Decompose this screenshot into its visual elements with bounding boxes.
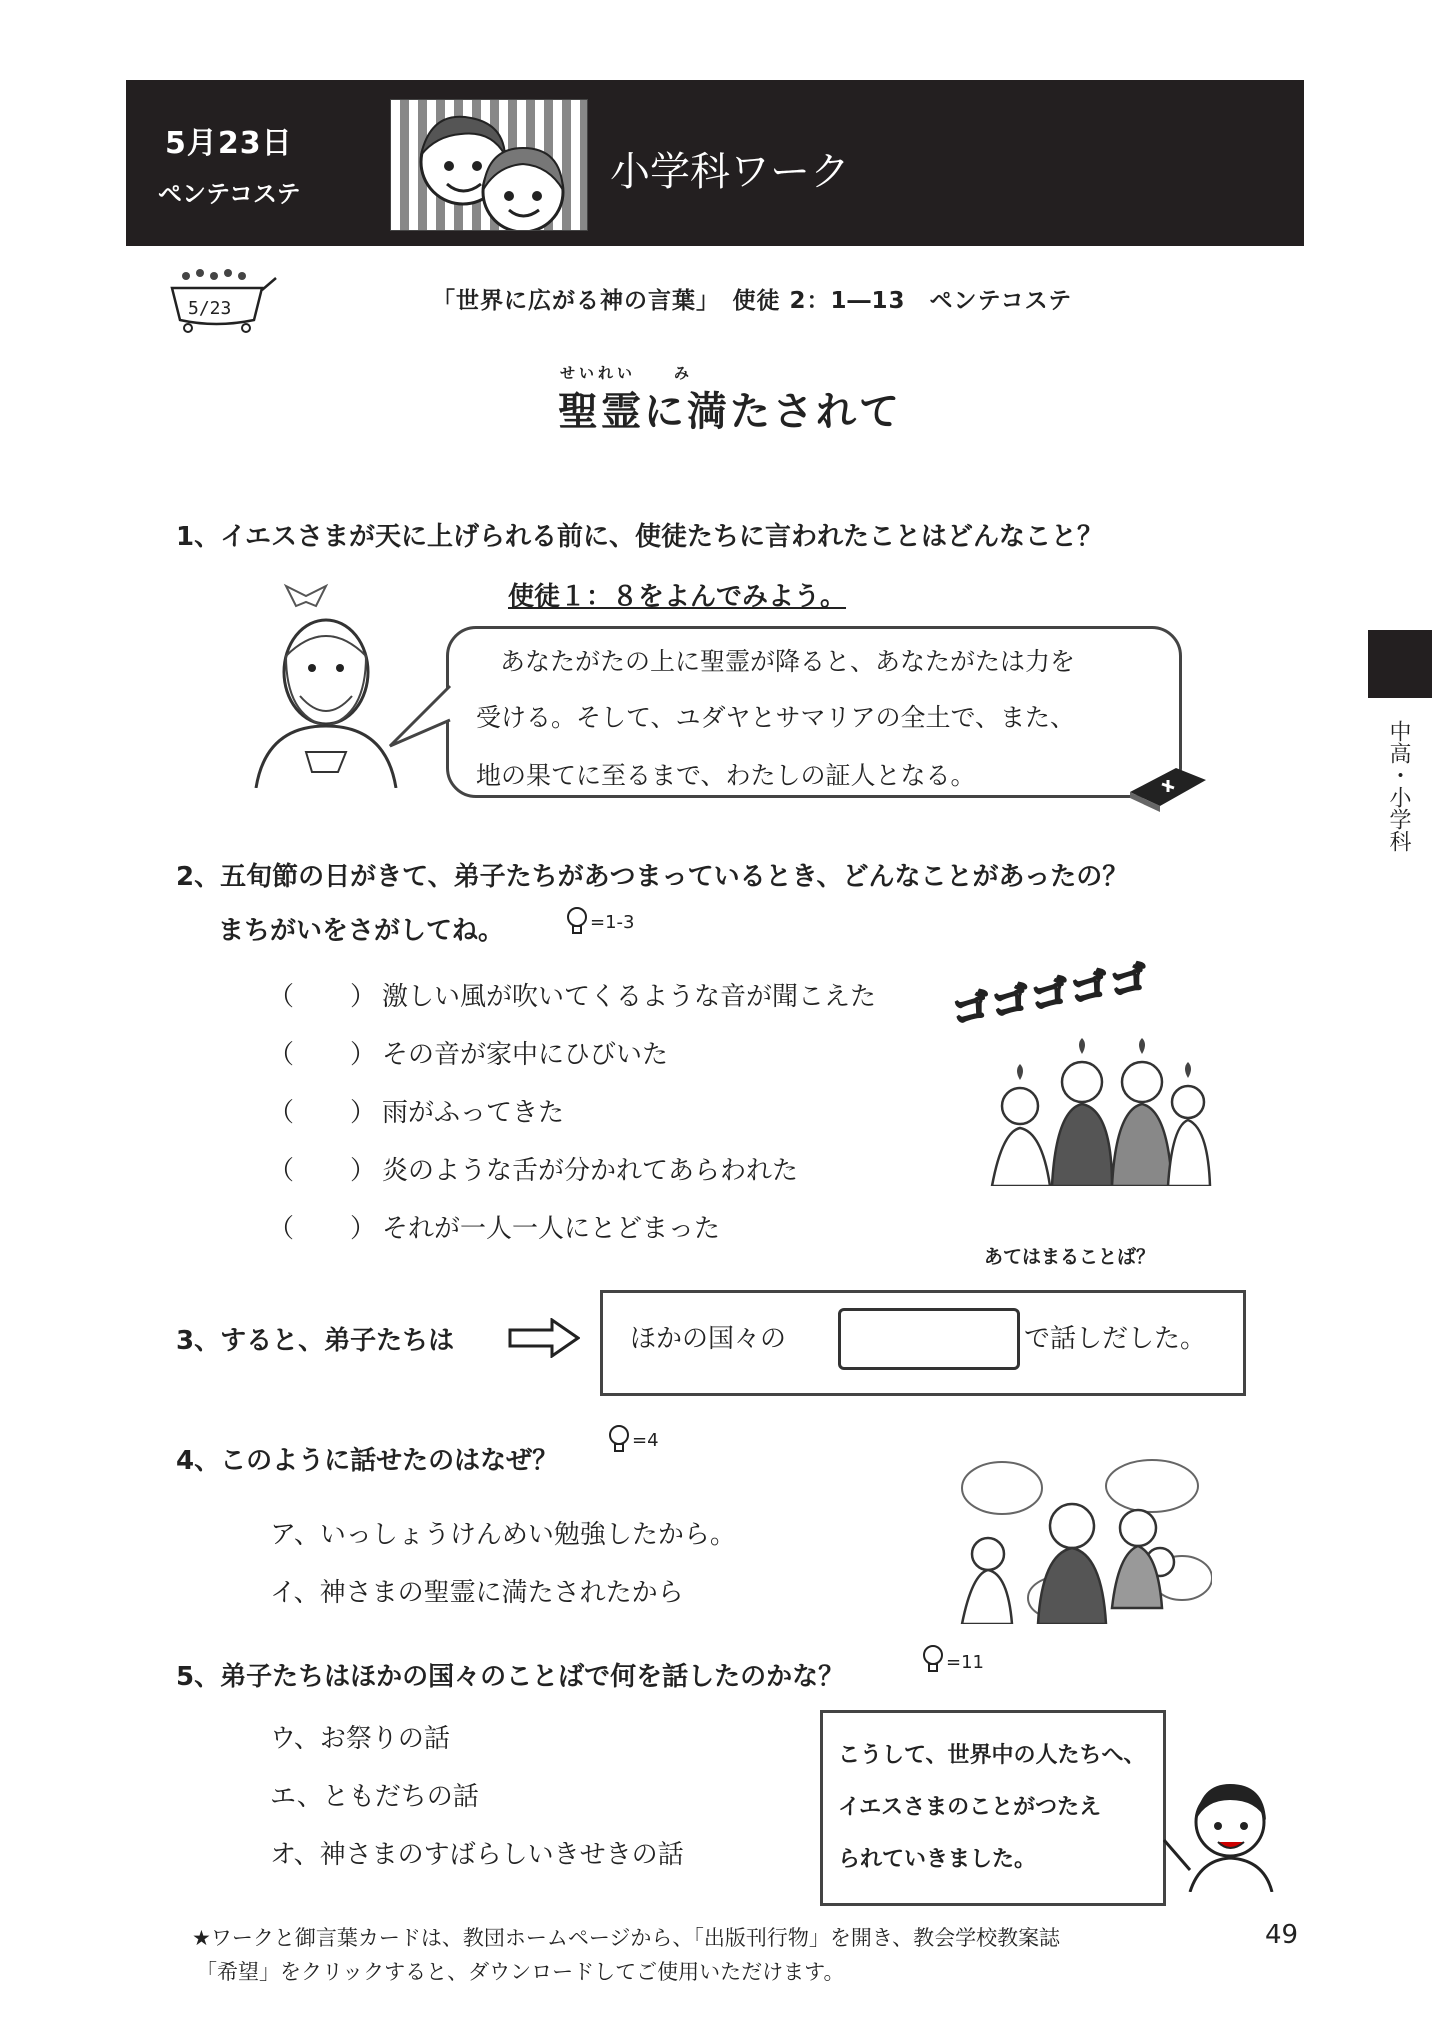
answer-paren-close: ）: [350, 1098, 377, 1128]
question-5: 5、弟子たちはほかの国々のことばで何を話したのかな？: [176, 1662, 845, 1692]
hint-bulb-icon: [566, 906, 588, 936]
side-tab-label: 中高・小学科: [1386, 720, 1411, 852]
q2-hint: =1-3: [590, 912, 635, 933]
title-furigana: せいれい み: [560, 364, 694, 382]
teacher-illustration: [1160, 1770, 1282, 1896]
answer-paren-open[interactable]: （: [268, 1098, 295, 1128]
pot-date-label: 5/23: [188, 298, 232, 319]
q2-option-4: 炎のような舌が分かれてあらわれた: [382, 1156, 799, 1186]
q1-instruction: 使徒１：８をよんでみよう。: [508, 582, 847, 612]
scripture-reference: 「世界に広がる神の言葉」 使徒 2：1―13 ペンテコステ: [432, 288, 1073, 314]
verse-line-1: あなたがたの上に聖霊が降ると、あなたがたは力を: [500, 647, 1076, 676]
verse-line-2: 受ける。そして、ユダヤとサマリアの全土で、また、: [476, 703, 1076, 732]
answer-paren-close: ）: [350, 982, 377, 1012]
header-date: 5月23日: [165, 126, 293, 161]
side-tab-marker: [1368, 630, 1432, 698]
q5-option-e: エ、ともだちの話: [270, 1782, 479, 1812]
hint-bulb-icon: [608, 1424, 630, 1454]
question-2: 2、五旬節の日がきて、弟子たちがあつまっているとき、どんなことがあったの？: [176, 862, 1129, 892]
scroll-text-after: で話しだした。: [1024, 1324, 1207, 1354]
verse-line-3: 地の果てに至るまで、わたしの証人となる。: [476, 761, 976, 790]
speaking-disciples-illustration: [952, 1458, 1212, 1628]
q4-option-a: ア、いっしょうけんめい勉強したから。: [270, 1520, 736, 1550]
q2-option-2: その音が家中にひびいた: [382, 1040, 669, 1070]
answer-paren-open[interactable]: （: [268, 1156, 295, 1186]
header-occasion: ペンテコステ: [158, 180, 301, 208]
bible-icon: [1126, 762, 1210, 814]
bubble-tail: [388, 680, 452, 750]
q5-hint: =11: [946, 1652, 984, 1673]
page-number: 49: [1265, 1920, 1299, 1950]
summary-line-3: られていきました。: [838, 1847, 1037, 1872]
q2-option-3: 雨がふってきた: [382, 1098, 565, 1128]
answer-paren-close: ）: [350, 1156, 377, 1186]
q5-option-u: ウ、お祭りの話: [270, 1724, 450, 1754]
question-1: 1、イエスさまが天に上げられる前に、使徒たちに言われたことはどんなこと？: [176, 522, 1104, 552]
q2-instruction: まちがいをさがしてね。: [218, 916, 505, 946]
header-title: 小学科ワーク: [610, 149, 850, 195]
sound-effect-text: ゴゴゴゴゴ: [948, 955, 1153, 1034]
footer-note-line-1: ★ワークと御言葉カードは、教団ホームページから、「出版刊行物」を開き、教会学校教案誌: [192, 1926, 1061, 1950]
q4-hint: =4: [632, 1430, 659, 1451]
page-title: 聖霊に満たされて: [558, 389, 902, 435]
answer-paren-close: ）: [350, 1214, 377, 1244]
answer-blank-box[interactable]: [838, 1308, 1020, 1370]
answer-paren-open[interactable]: （: [268, 1214, 295, 1244]
q4-option-i: イ、神さまの聖霊に満たされたから: [270, 1578, 684, 1608]
footer-note-line-2: 「希望」をクリックすると、ダウンロードしてご使用いただけます。: [196, 1960, 845, 1984]
answer-paren-close: ）: [350, 1040, 377, 1070]
answer-paren-open[interactable]: （: [268, 982, 295, 1012]
scroll-text-before: ほかの国々の: [630, 1324, 787, 1354]
jesus-illustration: [246, 576, 406, 792]
answer-paren-open[interactable]: （: [268, 1040, 295, 1070]
question-3: 3、すると、弟子たちは: [176, 1326, 455, 1356]
q5-option-o: オ、神さまのすばらしいきせきの話: [270, 1840, 684, 1870]
q2-option-5: それが一人一人にとどまった: [382, 1214, 721, 1244]
q3-hint-label: あてはまることば？: [984, 1246, 1156, 1268]
arrow-right-icon: [508, 1318, 580, 1358]
question-4: 4、このように話せたのはなぜ？: [176, 1446, 559, 1476]
summary-line-2: イエスさまのことがつたえ: [838, 1795, 1102, 1820]
disciples-illustration: [972, 1036, 1212, 1190]
children-illustration: [390, 99, 588, 231]
hint-bulb-icon: [922, 1644, 944, 1674]
q2-option-1: 激しい風が吹いてくるような音が聞こえた: [382, 982, 877, 1012]
summary-line-1: こうして、世界中の人たちへ、: [838, 1743, 1146, 1768]
